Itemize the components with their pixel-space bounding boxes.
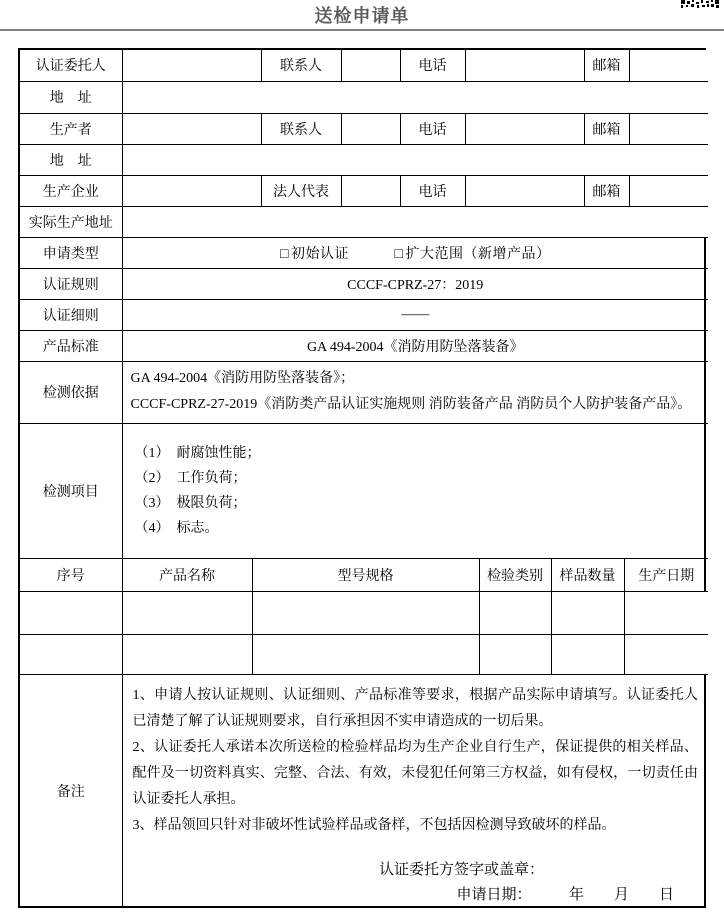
page-title: 送检申请单 bbox=[314, 6, 410, 26]
test-basis-row bbox=[20, 361, 708, 423]
product-2-qty-field[interactable] bbox=[551, 635, 624, 675]
producer-phone-label: 电话 bbox=[400, 113, 465, 144]
checkbox-scope-expansion[interactable] bbox=[395, 243, 551, 263]
test-items-value bbox=[122, 423, 708, 558]
test-item-1: （1） 耐腐蚀性能； bbox=[134, 445, 261, 461]
product-list-table bbox=[20, 559, 708, 676]
applicant-address-row bbox=[20, 81, 708, 113]
certification-detail-label: 认证细则 bbox=[20, 299, 122, 330]
manufacturer-name-field[interactable] bbox=[122, 175, 261, 206]
remarks-note-2: 2、认证委托人承诺本次所送检的检验样品均为生产企业自行生产，保证提供的相关样品、配件及一切资料真实、完整、合法、有效，未侵犯任何第三方权益，如有侵权，一切责任由认证委托人承担。 bbox=[132, 740, 698, 807]
checkbox-initial-certification[interactable] bbox=[280, 243, 349, 263]
qr-code-fragment-icon bbox=[681, 0, 719, 8]
applicant-label: 认证委托人 bbox=[20, 50, 122, 81]
header-product-name: 产品名称 bbox=[122, 559, 252, 592]
remarks-note-1: 1、申请人按认证规则、认证细则、产品标准等要求，根据产品实际申请填写。认证委托人已清楚了解了认证规则要求，自行承担因不实申请造成的一切后果。 bbox=[132, 688, 698, 729]
manufacturer-email-field[interactable] bbox=[629, 175, 708, 206]
producer-email-label: 邮箱 bbox=[584, 113, 629, 144]
applicant-contact-label: 联系人 bbox=[261, 50, 341, 81]
certification-rule-label: 认证规则 bbox=[20, 268, 122, 299]
remarks-content bbox=[122, 675, 708, 906]
product-2-date-field[interactable] bbox=[624, 635, 708, 675]
signature-label: 认证委托方签字或盖章： bbox=[378, 862, 544, 878]
applicant-email-label: 邮箱 bbox=[584, 50, 629, 81]
certification-rule-value: CCCF-CPRZ-27：2019 bbox=[122, 268, 708, 299]
test-items-label: 检测项目 bbox=[20, 423, 122, 558]
test-item-2: （2） 工作负荷； bbox=[134, 470, 247, 486]
product-2-name-field[interactable] bbox=[122, 635, 252, 675]
applicant-contact-field[interactable] bbox=[341, 50, 400, 81]
producer-address-label: 地 址 bbox=[20, 144, 122, 175]
producer-phone-field[interactable] bbox=[465, 113, 584, 144]
applicant-name-field[interactable] bbox=[122, 50, 261, 81]
product-2-inspection-field[interactable] bbox=[479, 635, 551, 675]
actual-site-field[interactable] bbox=[122, 206, 708, 237]
manufacturer-email-label: 邮箱 bbox=[584, 175, 629, 206]
product-2-model-field[interactable] bbox=[252, 635, 479, 675]
manufacturer-phone-label: 电话 bbox=[400, 175, 465, 206]
producer-address-field[interactable] bbox=[122, 144, 708, 175]
application-type-label: 申请类型 bbox=[20, 237, 122, 268]
producer-address-row bbox=[20, 144, 708, 175]
applicant-phone-label: 电话 bbox=[400, 50, 465, 81]
producer-name-field[interactable] bbox=[122, 113, 261, 144]
actual-site-label: 实际生产地址 bbox=[20, 206, 122, 237]
manufacturer-label: 生产企业 bbox=[20, 175, 122, 206]
product-standard-row bbox=[20, 330, 708, 361]
header-model-spec: 型号规格 bbox=[252, 559, 479, 592]
application-type-row bbox=[20, 237, 708, 268]
product-1-inspection-field[interactable] bbox=[479, 592, 551, 635]
header-sample-qty: 样品数量 bbox=[551, 559, 624, 592]
checkbox-icon: □ bbox=[280, 246, 289, 262]
product-row-1 bbox=[20, 592, 708, 635]
applicant-address-field[interactable] bbox=[122, 81, 708, 113]
option-scope-expansion-label: 扩大范围（新增产品） bbox=[405, 246, 551, 262]
producer-label: 生产者 bbox=[20, 113, 122, 144]
remarks-note-3: 3、样品领回只针对非破坏性试验样品或备样，不包括因检测导致破坏的样品。 bbox=[132, 818, 616, 833]
producer-row bbox=[20, 113, 708, 144]
title-divider bbox=[0, 29, 724, 31]
product-standard-value: GA 494-2004《消防用防坠落装备》 bbox=[122, 330, 708, 361]
header-production-date: 生产日期 bbox=[624, 559, 708, 592]
test-basis-value bbox=[122, 361, 708, 423]
remarks-label: 备注 bbox=[20, 675, 122, 906]
info-table bbox=[20, 50, 708, 559]
manufacturer-legal-rep-label: 法人代表 bbox=[261, 175, 341, 206]
producer-contact-field[interactable] bbox=[341, 113, 400, 144]
manufacturer-legal-rep-field[interactable] bbox=[341, 175, 400, 206]
test-item-4: （4） 标志。 bbox=[134, 520, 219, 536]
signature-block bbox=[123, 859, 709, 906]
product-row-2 bbox=[20, 635, 708, 675]
application-type-options bbox=[122, 237, 708, 268]
option-initial-certification-label: 初始认证 bbox=[291, 246, 349, 262]
actual-site-row bbox=[20, 206, 708, 237]
test-basis-label: 检测依据 bbox=[20, 361, 122, 423]
application-date-label: 申请日期： 年 月 日 bbox=[456, 887, 674, 903]
manufacturer-row bbox=[20, 175, 708, 206]
product-1-date-field[interactable] bbox=[624, 592, 708, 635]
header-index: 序号 bbox=[20, 559, 122, 592]
applicant-phone-field[interactable] bbox=[465, 50, 584, 81]
test-basis-line-1: GA 494-2004《消防用防坠落装备》； bbox=[130, 371, 355, 386]
remarks-table bbox=[20, 675, 708, 906]
test-item-3: （3） 极限负荷； bbox=[134, 495, 247, 511]
applicant-row bbox=[20, 50, 708, 81]
checkbox-icon: □ bbox=[394, 246, 404, 262]
applicant-email-field[interactable] bbox=[629, 50, 708, 81]
manufacturer-phone-field[interactable] bbox=[465, 175, 584, 206]
product-standard-label: 产品标准 bbox=[20, 330, 122, 361]
certification-detail-row bbox=[20, 299, 708, 330]
product-table-header-row bbox=[20, 559, 708, 592]
producer-email-field[interactable] bbox=[629, 113, 708, 144]
remarks-row bbox=[20, 675, 708, 906]
product-1-name-field[interactable] bbox=[122, 592, 252, 635]
certification-rule-row bbox=[20, 268, 708, 299]
product-1-model-field[interactable] bbox=[252, 592, 479, 635]
certification-detail-value: —— bbox=[122, 299, 708, 330]
product-2-index-field[interactable] bbox=[20, 635, 122, 675]
applicant-address-label: 地 址 bbox=[20, 81, 122, 113]
test-basis-line-2: CCCF-CPRZ-27-2019《消防类产品认证实施规则 消防装备产品 消防员个人防护装备产品》。 bbox=[130, 397, 692, 412]
product-1-index-field[interactable] bbox=[20, 592, 122, 635]
producer-contact-label: 联系人 bbox=[261, 113, 341, 144]
test-items-row bbox=[20, 423, 708, 558]
application-form-table bbox=[18, 48, 706, 908]
header-inspection-type: 检验类别 bbox=[479, 559, 551, 592]
product-1-qty-field[interactable] bbox=[551, 592, 624, 635]
